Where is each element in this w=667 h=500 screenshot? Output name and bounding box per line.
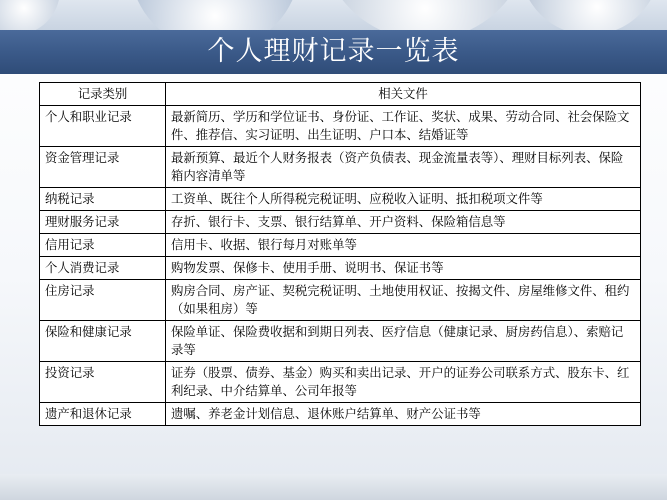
row-category: 投资记录 <box>40 362 166 403</box>
table-row <box>40 106 641 147</box>
table-row <box>40 188 641 211</box>
row-files: 购物发票、保修卡、使用手册、说明书、保证书等 <box>166 257 641 280</box>
slide-title: 个人理财记录一览表 <box>207 36 460 67</box>
row-category: 信用记录 <box>40 234 166 257</box>
row-category: 住房记录 <box>40 280 166 321</box>
row-category: 理财服务记录 <box>40 211 166 234</box>
records-table-container <box>39 82 640 426</box>
row-category: 纳税记录 <box>40 188 166 211</box>
bubble-decoration <box>0 0 60 30</box>
bubble-decoration <box>320 0 530 30</box>
row-files: 最新简历、学历和学位证书、身份证、工作证、奖状、成果、劳动合同、社会保险文件、推荐信、实习证明、出生证明、户口本、结婚证等 <box>166 106 641 147</box>
row-files: 最新预算、最近个人财务报表（资产负债表、现金流量表等）、理财目标列表、保险箱内容清单等 <box>166 147 641 188</box>
records-table <box>39 82 641 426</box>
row-category: 遗产和退休记录 <box>40 403 166 426</box>
bubble-decoration <box>520 0 660 30</box>
row-files: 购房合同、房产证、契税完税证明、土地使用权证、按揭文件、房屋维修文件、租约（如果租房）等 <box>166 280 641 321</box>
table-row <box>40 321 641 362</box>
row-files: 证券（股票、债券、基金）购买和卖出记录、开户的证券公司联系方式、股东卡、红利纪录、中介结算单、公司年报等 <box>166 362 641 403</box>
footer-decoration <box>0 474 667 500</box>
header-category: 记录类别 <box>40 83 166 106</box>
table-row <box>40 234 641 257</box>
row-category: 保险和健康记录 <box>40 321 166 362</box>
row-files: 工资单、既往个人所得税完税证明、应税收入证明、抵扣税项文件等 <box>166 188 641 211</box>
header-files: 相关文件 <box>166 83 641 106</box>
bubble-decoration <box>130 0 300 30</box>
row-files: 存折、银行卡、支票、银行结算单、开户资料、保险箱信息等 <box>166 211 641 234</box>
table-row <box>40 147 641 188</box>
row-files: 信用卡、收据、银行每月对账单等 <box>166 234 641 257</box>
row-category: 个人消费记录 <box>40 257 166 280</box>
table-row <box>40 211 641 234</box>
table-row <box>40 362 641 403</box>
table-row <box>40 403 641 426</box>
row-category: 个人和职业记录 <box>40 106 166 147</box>
table-header-row <box>40 83 641 106</box>
table-row <box>40 257 641 280</box>
row-files: 遗嘱、养老金计划信息、退休账户结算单、财产公证书等 <box>166 403 641 426</box>
table-row <box>40 280 641 321</box>
row-category: 资金管理记录 <box>40 147 166 188</box>
row-files: 保险单证、保险费收据和到期日列表、医疗信息（健康记录、厨房药信息）、索赔记录等 <box>166 321 641 362</box>
header-decoration <box>0 0 667 30</box>
